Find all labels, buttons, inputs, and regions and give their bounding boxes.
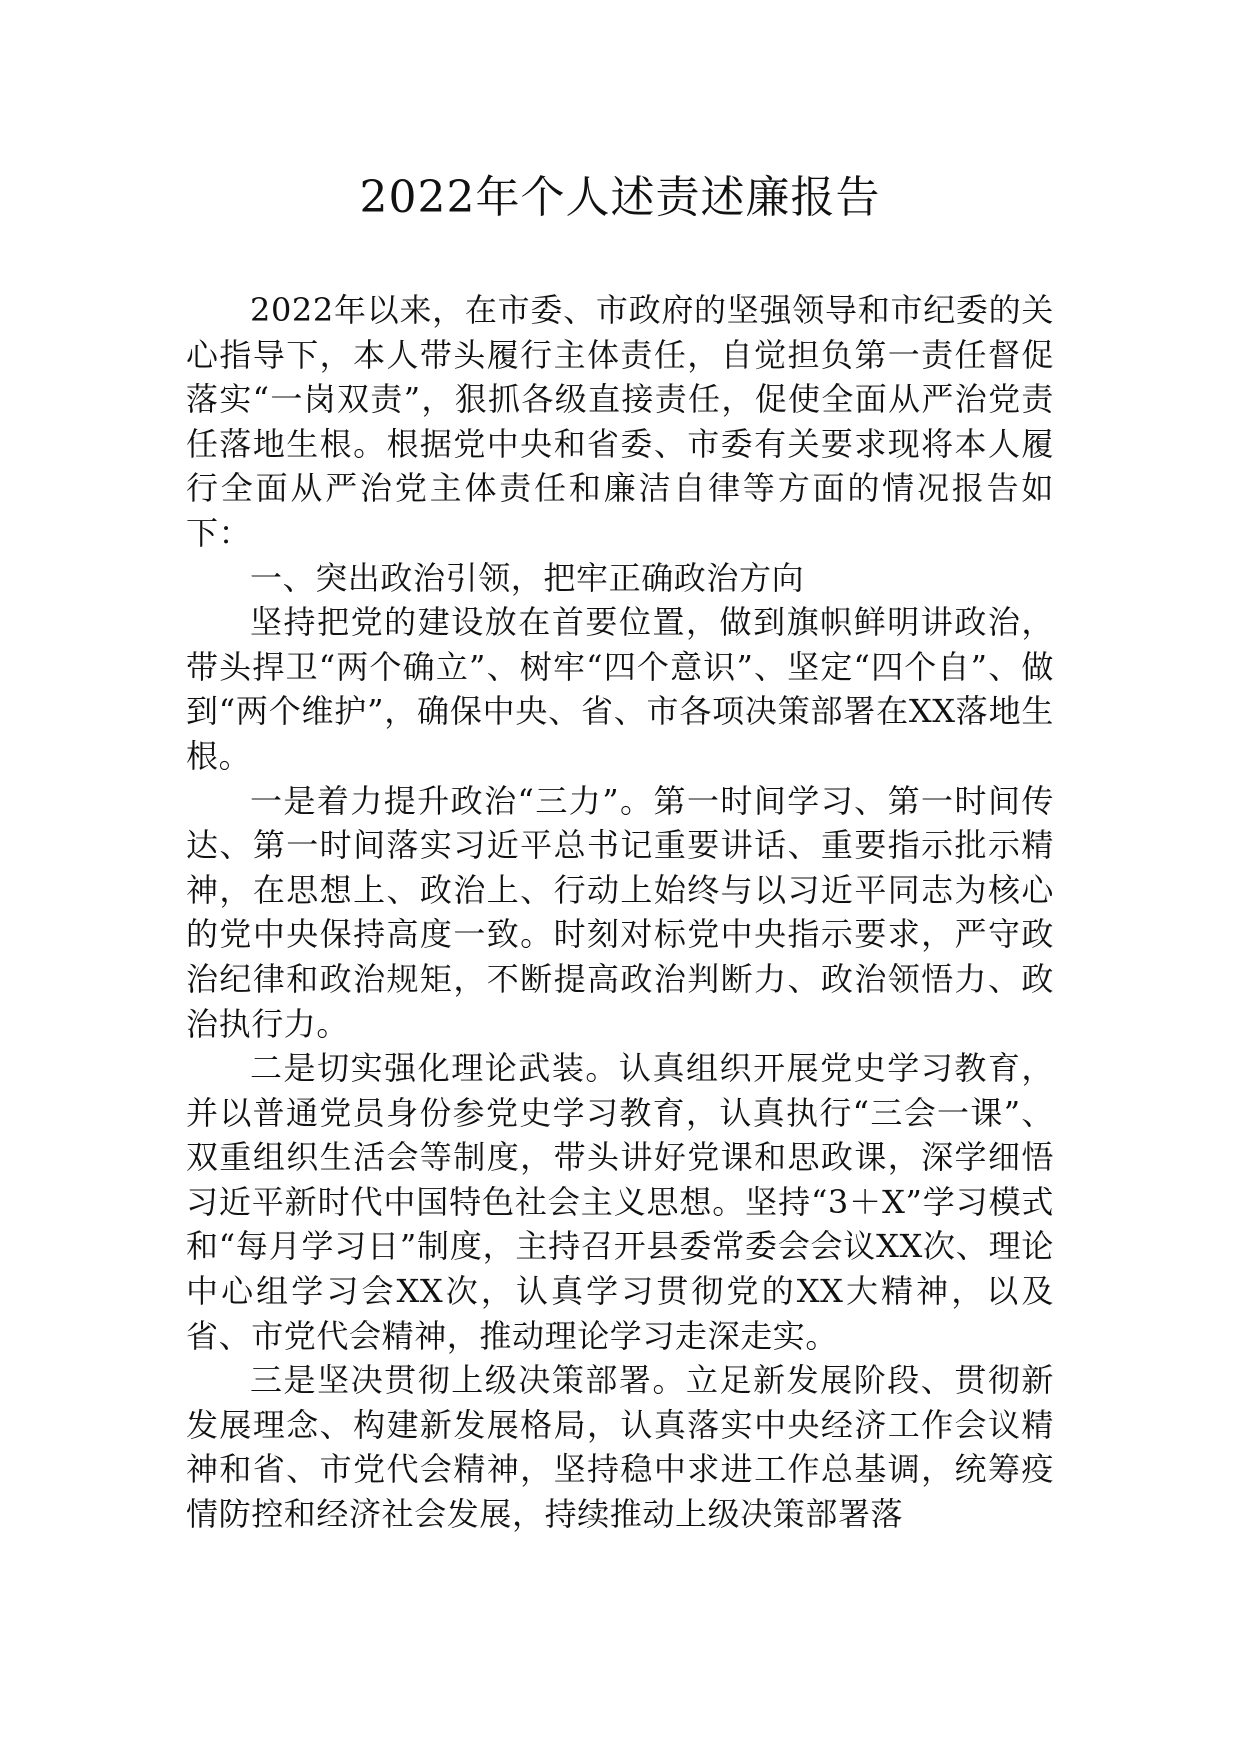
paragraph-intro: 2022年以来，在市委、市政府的坚强领导和市纪委的关心指导下，本人带头履行主体责任，自觉担负第一责任督促落实“一岗双责”，狠抓各级直接责任，促使全面从严治党责任落地生根。根据党中央和省委、市委有关要求现将本人履行全面从严治党主体责任和廉洁自律等方面的情况报告如下： [186, 291, 1054, 552]
paragraph-point-1: 一是着力提升政治“三力”。第一时间学习、第一时间传达、第一时间落实习近平总书记重要讲话、重要指示批示精神，在思想上、政治上、行动上始终与以习近平同志为核心的党中央保持高度一致。时刻对标党中央指示要求，严守政治纪律和政治规矩，不断提高政治判断力、政治领悟力、政治执行力。 [186, 781, 1054, 1043]
paragraph-point-3: 三是坚决贯彻上级决策部署。立足新发展阶段、贯彻新发展理念、构建新发展格局，认真落实中央经济工作会议精神和省、市党代会精神，坚持稳中求进工作总基调，统筹疫情防控和经济社会发展，持续推动上级决策部署落 [186, 1361, 1054, 1534]
paragraph-party-building: 坚持把党的建设放在首要位置，做到旗帜鲜明讲政治，带头捍卫“两个确立”、树牢“四个意识”、坚定“四个自”、做到“两个维护”，确保中央、省、市各项决策部署在XX落地生根。 [186, 603, 1054, 775]
section-heading-1: 一、突出政治引领，把牢正确政治方向 [250, 558, 805, 597]
document-title: 2022年个人述责述廉报告 [359, 172, 881, 223]
paragraph-point-2: 二是切实强化理论武装。认真组织开展党史学习教育，并以普通党员身份参党史学习教育，认真执行“三会一课”、双重组织生活会等制度，带头讲好党课和思政课，深学细悟习近平新时代中国特色社会主义思想。坚持“3＋X”学习模式和“每月学习日”制度，主持召开县委常委会会议XX次、理论中心组学习会XX次，认真学习贯彻党的XX大精神，以及省、市党代会精神，推动理论学习走深走实。 [186, 1049, 1054, 1355]
document-body [186, 288, 1054, 1537]
